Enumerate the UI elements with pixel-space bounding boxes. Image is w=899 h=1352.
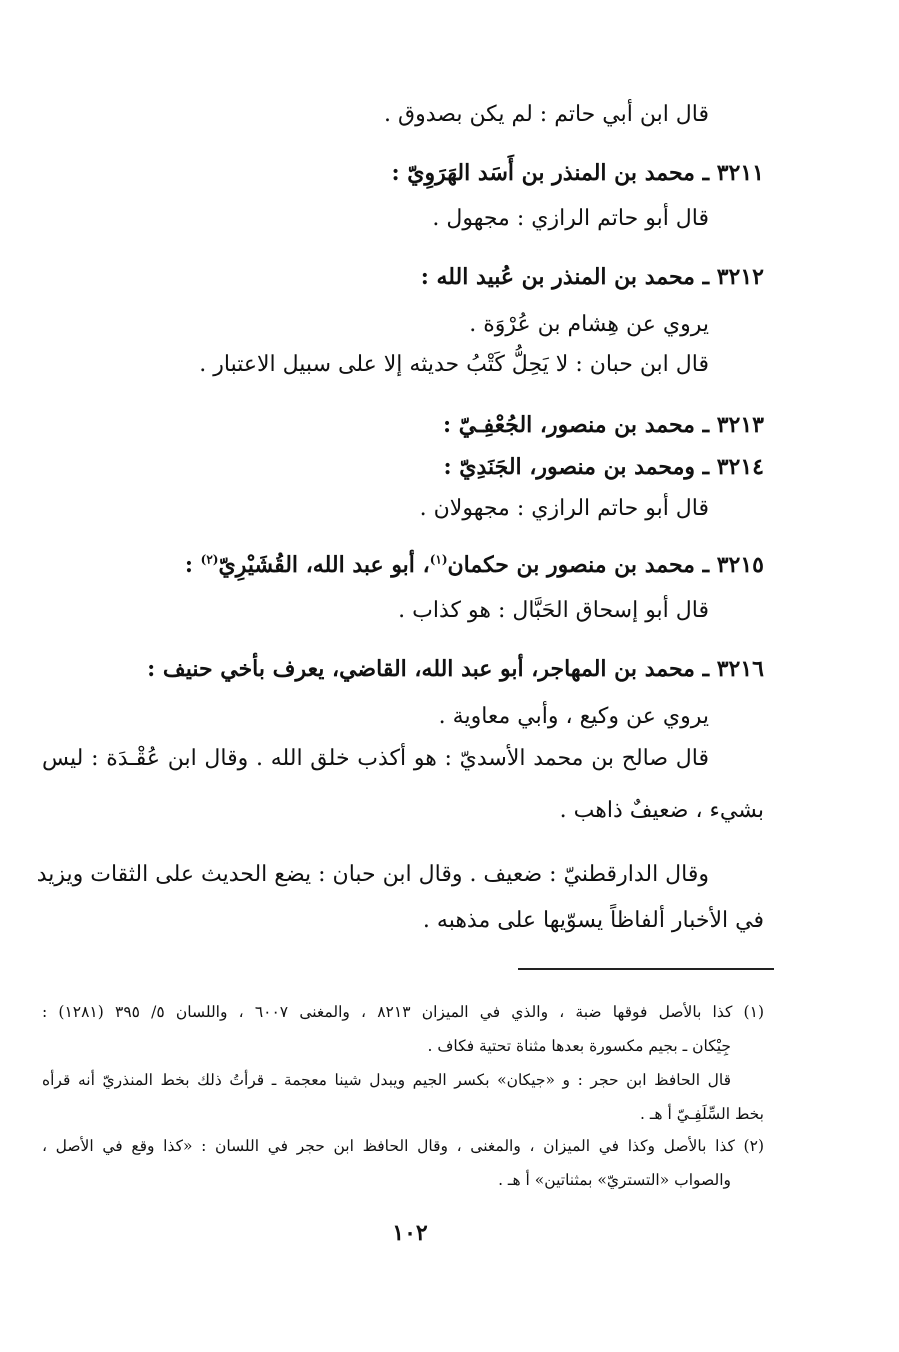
text-line: قال ابن أبي حاتم : لم يكن بصدوق . xyxy=(384,102,709,127)
text-line: يروي عن وكيع ، وأبي معاوية . xyxy=(438,704,709,729)
footnote-ref-1[interactable]: (١) xyxy=(429,552,448,567)
entry-heading-3212: ٣٢١٢ ـ محمد بن المنذر بن عُبيد الله : xyxy=(420,264,764,290)
text-line: بشيء ، ضعيفٌ ذاهب . xyxy=(559,798,764,823)
heading-part: : xyxy=(184,552,201,578)
text-line: يروي عن هِشام بن عُرْوَة . xyxy=(469,312,709,337)
entry-heading-3211: ٣٢١١ ـ محمد بن المنذر بن أَسَد الهَرَوِيّ : xyxy=(391,160,764,186)
footnote-ref-2[interactable]: (٢) xyxy=(200,552,219,567)
text-line: قال أبو حاتم الرازي : مجهول . xyxy=(432,206,709,231)
text-line: قال صالح بن محمد الأسديّ : هو أكذب خلق الله . وقال ابن عُقْـدَة : ليس xyxy=(42,746,709,771)
footnote-2: (٢) كذا بالأصل وكذا في الميزان ، والمغنى ، وقال الحافظ ابن حجر في اللسان : «كذا وقع في الأصل ، xyxy=(42,1137,764,1155)
footnote-divider xyxy=(518,968,774,970)
text-line: في الأخبار ألفاظاً يسوّيها على مذهبه . xyxy=(422,908,764,933)
footnote-1: (١) كذا بالأصل فوقها ضبة ، والذي في الميزان ٨٢١٣ ، والمغنى ٦٠٠٧ ، واللسان ٥/ ٣٩٥ (١٢٨١) : xyxy=(42,1003,764,1021)
entry-heading-3214: ٣٢١٤ ـ ومحمد بن منصور، الجَنَدِيّ : xyxy=(443,454,764,480)
footnote-line: قال الحافظ ابن حجر : و «جيكان» بكسر الجيم ويبدل شينا معجمة ـ قرأتُ ذلك بخط المنذريّ أنه قرأه xyxy=(42,1071,731,1089)
page-number: ١٠٢ xyxy=(392,1220,428,1246)
text-line: قال ابن حبان : لا يَحِلُّ كَتْبُ حديثه إلا على سبيل الاعتبار . xyxy=(199,352,709,377)
footnote-line: والصواب «التستريّ» بمثناتين» أ هـ . xyxy=(498,1171,731,1189)
text-line: وقال الدارقطنيّ : ضعيف . وقال ابن حبان : يضع الحديث على الثقات ويزيد xyxy=(36,862,709,887)
heading-part: ٣٢١٥ ـ محمد بن منصور بن حكمان xyxy=(447,552,764,578)
footnote-line: بخط السِّلَفِـيّ أ هـ . xyxy=(640,1105,764,1123)
entry-heading-3215 xyxy=(185,550,764,580)
entry-heading-3216: ٣٢١٦ ـ محمد بن المهاجر، أبو عبد الله، القاضي، يعرف بأخي حنيف : xyxy=(147,656,764,682)
footnote-line: جِيْكان ـ بجيم مكسورة بعدها مثناة تحتية فكاف . xyxy=(427,1037,731,1055)
text-line: قال أبو إسحاق الحَبَّال : هو كذاب . xyxy=(398,598,709,623)
text-line: قال أبو حاتم الرازي : مجهولان . xyxy=(419,496,709,521)
heading-part: ، أبو عبد الله، القُشَيْرِيّ xyxy=(218,552,430,578)
entry-heading-3213: ٣٢١٣ ـ محمد بن منصور، الجُعْفِـيّ : xyxy=(442,412,764,438)
